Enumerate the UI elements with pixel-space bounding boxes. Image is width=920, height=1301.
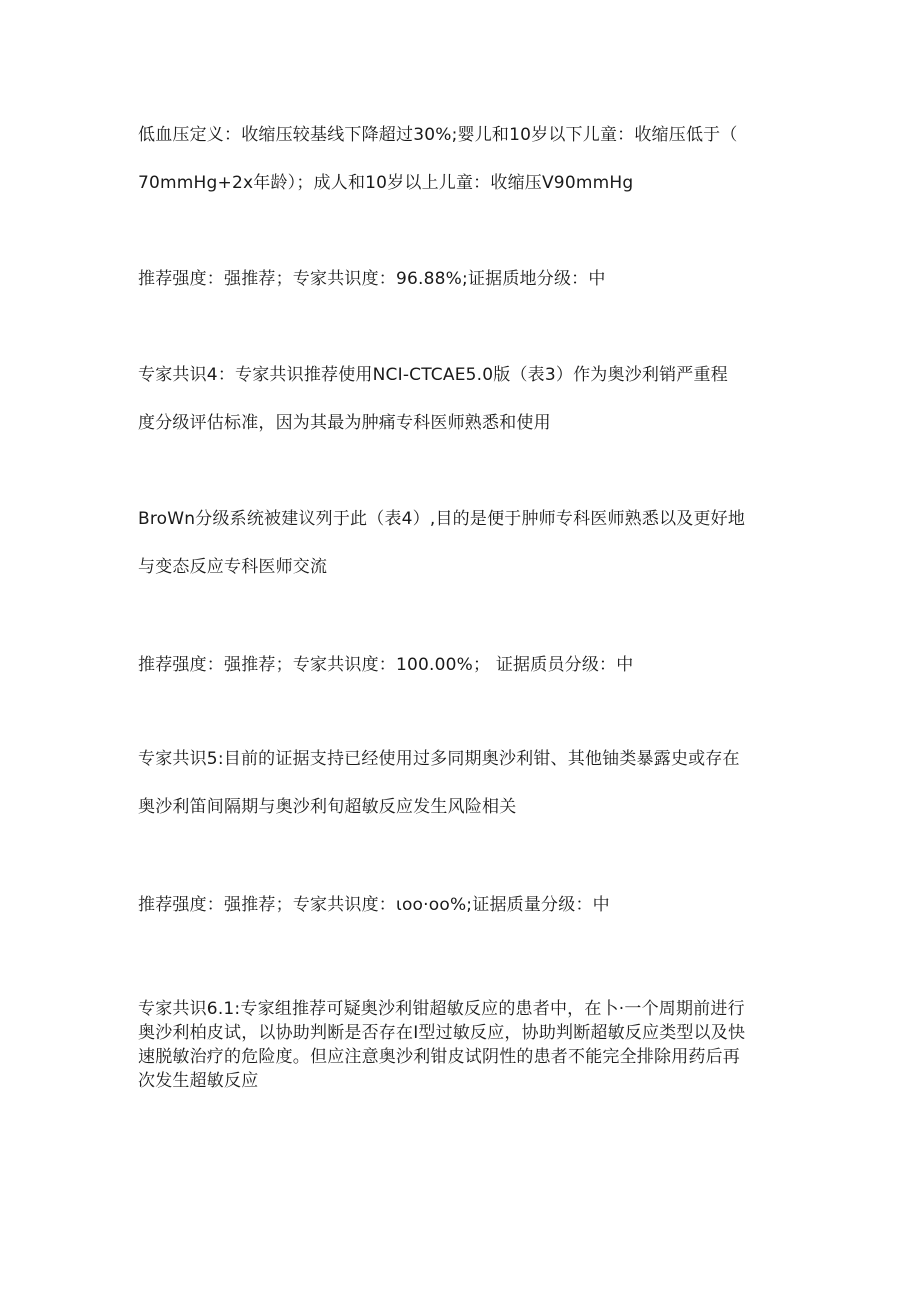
consensus-5-line-1: 专家共识5:目前的证据支持已经使用过多同期奥沙利钳、其他铀类暴露史或存在 xyxy=(138,749,740,769)
brown-grading-line-2: 与变态反应专科医师交流 xyxy=(138,557,328,577)
consensus-6-1-paragraph xyxy=(138,997,788,1093)
consensus-6-1-line-2: 奥沙利柏皮试，以协助判断是否存在I型过敏反应，协助判断超敏反应类型以及快 xyxy=(138,1023,746,1043)
brown-grading-line-1: BroWn分级系统被建议列于此（表4）,目的是便于肿师专科医师熟悉以及更好地 xyxy=(138,509,746,529)
consensus-5-line-2: 奥沙利笛间隔期与奥沙利旬超敏反应发生风险相关 xyxy=(138,797,517,817)
hypotension-definition-line-2: 70mmHg+2x年龄）；成人和10岁以上儿童：收缩压V90mmHg xyxy=(138,173,634,193)
recommendation-strength-3: 推荐强度：强推荐；专家共识度：ιoo·oo%;证据质量分级：中 xyxy=(138,895,610,915)
consensus-6-1-line-3: 速脱敏治疗的危险度。但应注意奥沙利钳皮试阴性的患者不能完全排除用药后再 xyxy=(138,1047,740,1067)
consensus-4-line-1: 专家共识4：专家共识推荐使用NCI-CTCAE5.0版（表3）作为奥沙利销严重程 xyxy=(138,365,728,385)
consensus-4-line-2: 度分级评估标准，因为其最为肿痛专科医师熟悉和使用 xyxy=(138,413,551,433)
consensus-6-1-line-1: 专家共识6.1:专家组推荐可疑奥沙利钳超敏反应的患者中，在卜·一个周期前进行 xyxy=(138,999,745,1019)
consensus-6-1-line-4: 次发生超敏反应 xyxy=(138,1071,259,1091)
hypotension-definition-line-1: 低血压定义：收缩压较基线下降超过30%;婴儿和10岁以下儿童：收缩压低于（ xyxy=(138,125,738,145)
recommendation-strength-1: 推荐强度：强推荐；专家共识度：96.88%;证据质地分级：中 xyxy=(138,269,606,289)
recommendation-strength-2: 推荐强度：强推荐；专家共识度：100.00%； 证据质员分级：中 xyxy=(138,655,634,675)
